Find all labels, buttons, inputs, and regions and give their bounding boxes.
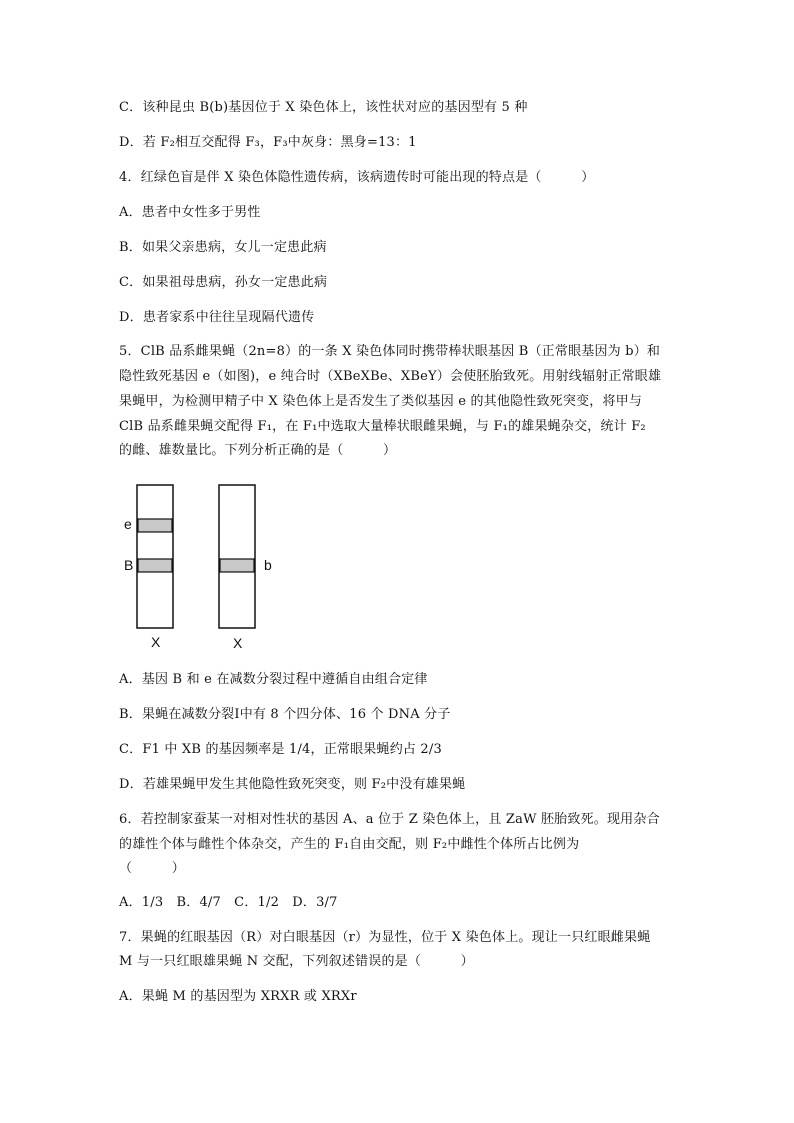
gene-band-e: [138, 519, 172, 532]
question-5-stem-5: 的雌、雄数量比。下列分析正确的是（ ）: [119, 443, 397, 458]
q6-options: A．1/3 B．4/7 C．1/2 D．3/7: [119, 895, 338, 910]
question-4-stem: 4．红绿色盲是伴 X 染色体隐性遗传病，该病遗传时可能出现的特点是（ ）: [119, 170, 595, 185]
text-line-c-option: C．该种昆虫 B(b)基因位于 X 染色体上，该性状对应的基因型有 5 种: [119, 100, 528, 115]
question-5-stem-4: ClB 品系雌果蝇交配得 F₁，在 F₁中选取大量棒状眼雌果蝇，与 F₁的雄果蝇杂交，统计 F₂: [119, 419, 646, 434]
q4-option-b: B．如果父亲患病，女儿一定患此病: [119, 240, 327, 255]
text-line-d-option: D．若 F₂相互交配得 F₃，F₃中灰身：黑身=13：1: [119, 135, 417, 150]
label-x-right: X: [233, 635, 243, 651]
q4-option-a: A．患者中女性多于男性: [119, 205, 261, 220]
chromosome-diagram-svg: [110, 480, 310, 660]
q5-option-b: B．果蝇在减数分裂Ⅰ中有 8 个四分体、16 个 DNA 分子: [119, 707, 451, 722]
q5-option-c: C．F1 中 XB 的基因频率是 1/4，正常眼果蝇约占 2/3: [119, 742, 442, 757]
question-6-stem-3: （ ）: [119, 861, 186, 876]
label-B: B: [124, 557, 134, 573]
q4-option-c: C．如果祖母患病，孙女一定患此病: [119, 275, 328, 290]
q5-option-d: D．若雄果蝇甲发生其他隐性致死突变，则 F₂中没有雄果蝇: [119, 777, 466, 792]
gene-band-b-upper: [138, 559, 172, 572]
q7-option-a: A．果蝇 M 的基因型为 XRXR 或 XRXr: [119, 989, 357, 1004]
q4-option-d: D．患者家系中往往呈现隔代遗传: [119, 310, 315, 325]
x-chromosome-right: [219, 485, 255, 628]
question-5-stem-2: 隐性致死基因 e（如图)，e 纯合时（XBeXBe、XBeY）会使胚胎致死。用射线辐射正常眼雄: [119, 369, 662, 384]
question-6-stem-1: 6．若控制家蚕某一对相对性状的基因 A、a 位于 Z 染色体上，且 ZaW 胚胎致死。现用杂合: [119, 812, 660, 827]
x-chromosome-left: [137, 485, 173, 628]
label-b: b: [264, 557, 272, 573]
label-e: e: [124, 516, 132, 532]
chromosome-diagram: [110, 480, 310, 660]
question-7-stem-2: M 与一只红眼雄果蝇 N 交配，下列叙述错误的是（ ）: [119, 954, 474, 969]
question-5-stem-3: 果蝇甲，为检测甲精子中 X 染色体上是否发生了类似基因 e 的其他隐性致死突变，将甲与: [119, 394, 643, 409]
question-5-stem-1: 5．ClB 品系雌果蝇（2n=8）的一条 X 染色体同时携带棒状眼基因 B（正常眼基因为 b）和: [119, 344, 661, 359]
gene-band-b-lower: [220, 559, 254, 572]
question-6-stem-2: 的雄性个体与雌性个体杂交，产生的 F₁自由交配，则 F₂中雌性个体所占比例为: [119, 837, 580, 852]
label-x-left: X: [151, 634, 161, 650]
question-7-stem-1: 7．果蝇的红眼基因（R）对白眼基因（r）为显性，位于 X 染色体上。现让一只红眼雌果蝇: [119, 930, 651, 945]
q5-option-a: A．基因 B 和 e 在减数分裂过程中遵循自由组合定律: [119, 672, 428, 687]
